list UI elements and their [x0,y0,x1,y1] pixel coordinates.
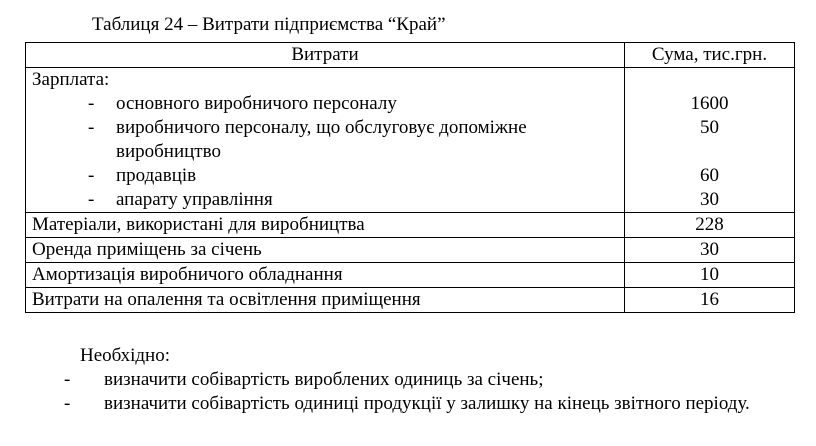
salary-item-label: виробничого персоналу, що обслуговує допоміжне виробництво [116,117,527,162]
expense-label: Амортизація виробничого обладнання [26,263,625,288]
table-row-salary [26,68,795,213]
table-row [26,288,795,313]
expense-amount: 228 [625,213,795,238]
table-caption: Таблиця 24 – Витрати підприємства “Край” [92,14,446,35]
salary-item: - основного виробничого персоналу [88,93,397,114]
salary-cell [26,68,625,213]
table-row [26,238,795,263]
salary-item-label: основного виробничого персоналу [116,93,397,114]
notes-heading: Необхідно: [80,345,170,366]
expense-amount: 16 [625,288,795,313]
salary-amounts-cell [625,68,795,213]
table-header-row [26,43,795,68]
salary-item-label: продавців [116,165,197,186]
table-row [26,263,795,288]
salary-title: Зарплата: [32,69,110,90]
salary-sublist [32,92,618,212]
note-text: визначити собівартість вироблених одиниць за січень; [104,369,544,390]
salary-item: - продавців [88,165,197,186]
note-item: - визначити собівартість вироблених одиниць за січень; [64,369,544,390]
header-expenses: Витрати [26,43,625,68]
notes-list [64,368,796,416]
salary-amount: 30 [700,189,719,210]
salary-item: - апарату управління [88,189,273,210]
salary-item: - виробничого персоналу, що обслуговує допоміжне виробництво [88,117,527,162]
salary-amount: 1600 [690,93,729,114]
expense-label: Матеріали, використані для виробництва [26,213,625,238]
expense-amount: 10 [625,263,795,288]
expenses-table [25,42,795,313]
note-text: визначити собівартість одиниці продукції у залишку на кінець звітного періоду. [104,393,750,414]
salary-amount: 50 [700,117,719,138]
table-row [26,213,795,238]
note-item: - визначити собівартість одиниці продукції у залишку на кінець звітного періоду. [64,393,750,414]
header-amount: Сума, тис.грн. [625,43,795,68]
expense-label: Витрати на опалення та освітлення приміщення [26,288,625,313]
expense-amount: 30 [625,238,795,263]
expense-label: Оренда приміщень за січень [26,238,625,263]
salary-amount: 60 [700,165,719,186]
task-notes [64,344,796,416]
salary-item-label: апарату управління [116,189,273,210]
